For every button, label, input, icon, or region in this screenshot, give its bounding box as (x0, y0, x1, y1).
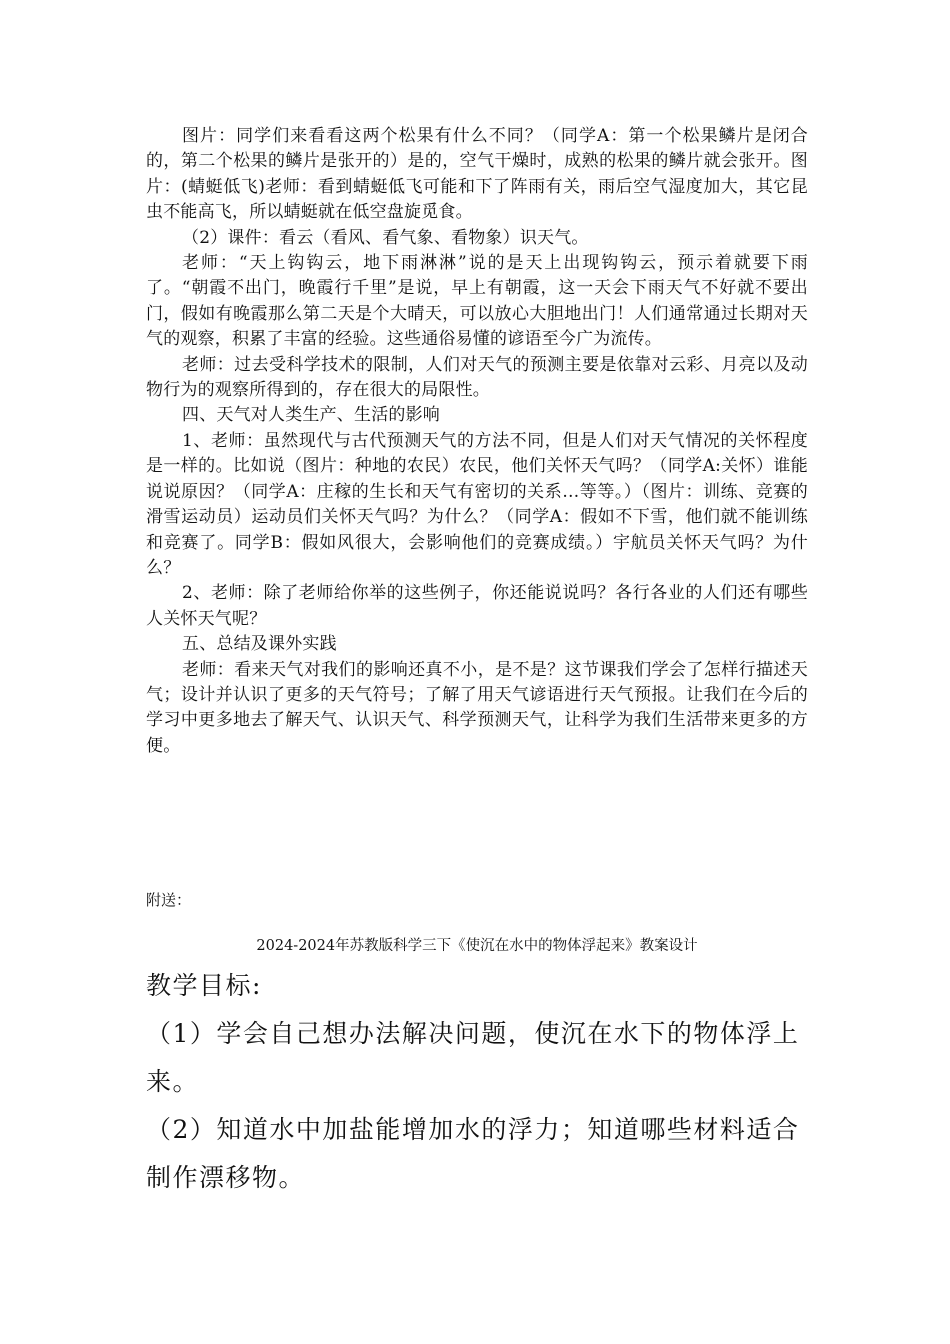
paragraph-pinecone: 图片：同学们来看看这两个松果有什么不同？（同学A：第一个松果鳞片是闭合的，第二个松果的鳞片是张开的）是的，空气干燥时，成熟的松果的鳞片就会张开。图片：(蜻蜓低飞)老师：看到蜻蜓低飞可能和下了阵雨有关，雨后空气湿度加大，其它昆虫不能高飞，所以蜻蜓就在低空盘旋觅食。 (146, 126, 808, 223)
objectives-heading: 教学目标: (146, 971, 262, 1000)
paragraph-impact-1: 1、老师：虽然现代与古代预测天气的方法不同，但是人们对天气情况的关怀程度是一样的。比如说（图片：种地的农民）农民，他们关怀天气吗？（同学A:关怀）谁能说说原因？（同学A：庄稼的生长和天气有密切的关系…等等。）（图片：训练、竞赛的滑雪运动员）运动员们关怀天气吗？为什么？（同学A：假如不下雪，他们就不能训练和竞赛了。同学B：假如风很大，会影响他们的竞赛成绩。）宇航员关怀天气吗？为什么？ (146, 430, 808, 578)
attachment-label: 附送： (146, 891, 192, 909)
paragraph-proverbs: 老师：“天上钩钩云，地下雨淋淋”说的是天上出现钩钩云，预示着就要下雨了。“朝霞不出门，晚霞行千里”是说，早上有朝霞，这一天会下雨天气不好就不要出门，假如有晚霞那么第二天是个大晴天，可以放心大胆地出门！人们通常通过长期对天气的观察，积累了丰富的经验。这些通俗易懂的谚语至今广为流传。 (146, 253, 808, 350)
objective-item-1: （1）学会自己想办法解决问题，使沉在水下的物体浮上来。 (146, 1019, 800, 1096)
paragraph-impact-2: 2、老师：除了老师给你举的这些例子，你还能说说吗？各行各业的人们还有哪些人关怀天气呢？ (146, 583, 808, 629)
paragraph-courseware: （2）课件：看云（看风、看气象、看物象）识天气。 (182, 227, 589, 248)
paragraph-summary: 老师：看来天气对我们的影响还真不小，是不是？这节课我们学会了怎样行描述天气；设计并认识了更多的天气符号；了解了用天气谚语进行天气预报。让我们在今后的学习中更多地去了解天气、认识天气、科学预测天气，让科学为我们生活带来更多的方便。 (146, 659, 808, 756)
section-heading-impact: 四、天气对人类生产、生活的影响 (182, 405, 440, 426)
objective-item-2: （2）知道水中加盐能增加水的浮力；知道哪些材料适合制作漂移物。 (146, 1115, 800, 1192)
attached-document-title: 2024-2024年苏教版科学三下《使沉在水中的物体浮起来》教案设计 (256, 938, 698, 954)
paragraph-limitations: 老师：过去受科学技术的限制，人们对天气的预测主要是依靠对云彩、月亮以及动物行为的观察所得到的，存在很大的局限性。 (146, 354, 808, 401)
lesson-body (146, 124, 808, 759)
teaching-objectives (146, 962, 808, 1202)
section-heading-summary: 五、总结及课外实践 (182, 634, 337, 655)
